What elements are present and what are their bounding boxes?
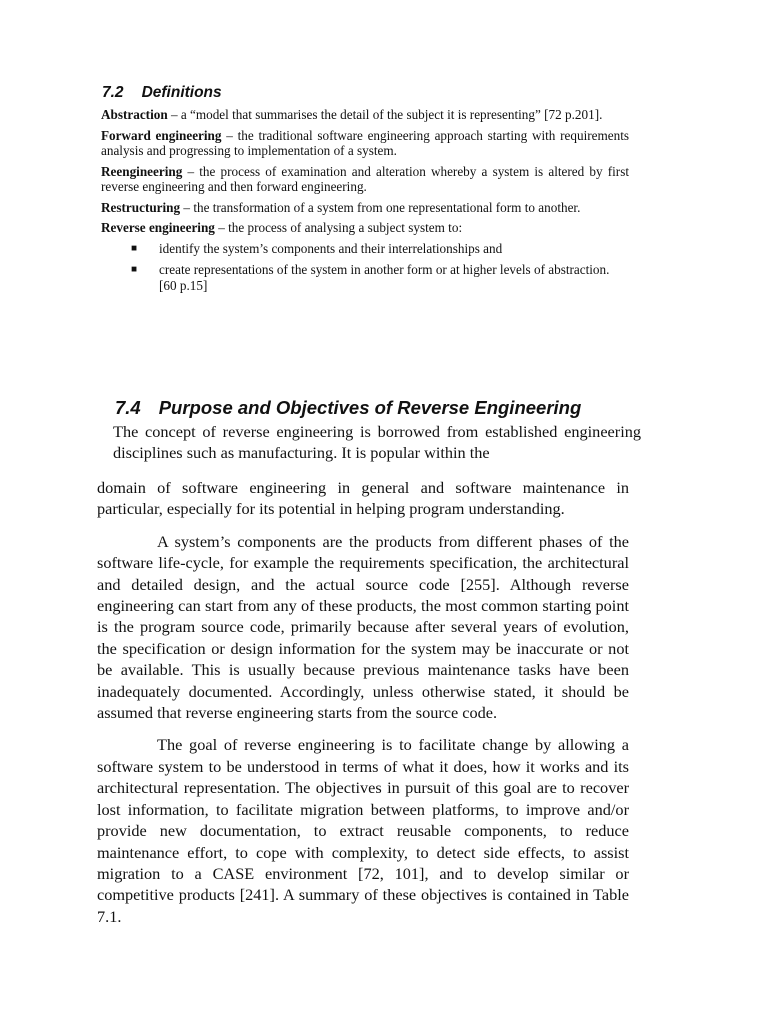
definitions-list [101, 107, 629, 299]
body-text [97, 477, 629, 938]
bullet-list [101, 241, 629, 294]
section-heading-7-4 [115, 397, 581, 419]
definition-term: Reverse engineering [101, 220, 215, 235]
definition-abstraction [101, 107, 629, 123]
bullet-square-icon: ■ [131, 242, 138, 254]
definition-reverse-engineering [101, 220, 629, 236]
definition-term: Restructuring [101, 199, 181, 215]
section-title: Definitions [141, 84, 222, 101]
definition-term: Reengineering [101, 163, 183, 179]
definition-text: – the process of examination and alteration whereby a system is altered by first reverse engineering and then forward engineering. [101, 163, 629, 194]
definition-forward-engineering [101, 128, 629, 159]
section-title: Purpose and Objectives of Reverse Engineering [158, 397, 582, 418]
definition-text: – a “model that summarises the detail of the subject it is representing” [72 p.201]. [167, 107, 603, 122]
section-heading-7-2 [102, 84, 222, 102]
body-paragraph: domain of software engineering in general and software maintenance in particular, especially for its potential in helping program understanding. [97, 478, 629, 519]
intro-paragraph: The concept of reverse engineering is borrowed from established engineering disciplines such as manufacturing. It is popular within the [113, 422, 641, 462]
definition-reengineering [101, 164, 629, 195]
body-paragraph: The goal of reverse engineering is to facilitate change by allowing a software system to be understood in terms of what it does, how it works and its architectural representation. The objectives in pursuit of this goal are to recover lost information, to facilitate migration between platforms, to improve and/or provide new documentation, to extract reusable components, to reduce maintenance effort, to cope with complexity, to detect side effects, to assist migration to a CASE environment [72, 101], and to develop similar or competitive products [241]. A summary of these objectives is contained in Table 7.1. [97, 735, 629, 926]
definition-text: – the transformation of a system from one representational form to another. [180, 199, 581, 215]
body-paragraph: A system’s components are the products from different phases of the software life-cycle, for example the requirements specification, the architectural and detailed design, and the actual source code [255]. Although reverse engineering can start from any of these products, the most common starting point is the program source code, primarily because after several years of evolution, the specification or design information for the system may be inaccurate or not be available. This is usually because previous maintenance tasks have been inadequately documented. Accordingly, unless otherwise stated, it should be assumed that reverse engineering starts from the source code. [97, 531, 629, 723]
definition-term: Forward engineering [101, 127, 222, 143]
definition-text: – the process of analysing a subject system to: [214, 220, 463, 235]
definition-restructuring [101, 200, 629, 216]
bullet-item [101, 262, 629, 293]
section-number: 7.2 [102, 84, 124, 101]
definition-term: Abstraction [101, 107, 168, 122]
bullet-text: identify the system’s components and their interrelationships and [159, 240, 503, 256]
bullet-square-icon: ■ [131, 264, 138, 275]
bullet-item [101, 241, 629, 257]
definition-text: – the traditional software engineering approach starting with requirements analysis and progressing to implementation of a system. [101, 127, 629, 158]
section-number: 7.4 [115, 397, 141, 418]
bullet-text: create representations of the system in another form or at higher levels of abstraction. [60 p.15] [159, 262, 610, 293]
